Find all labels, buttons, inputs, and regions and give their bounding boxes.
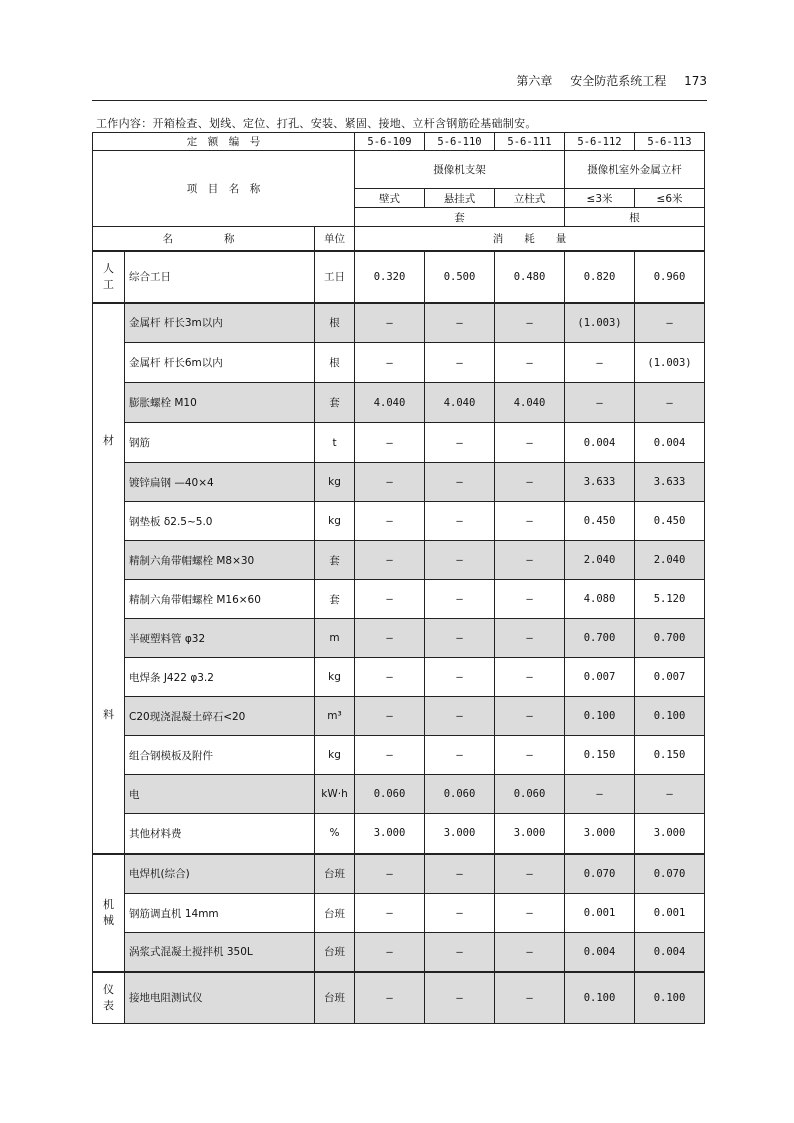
item-name: C20现浇混凝土碎石<20 [125,697,315,736]
value-cell: — [355,343,425,383]
col-unit-label: 单位 [315,227,355,251]
table-row [93,383,705,423]
value-cell: — [495,658,565,697]
value-cell: 3.633 [635,463,705,502]
value-cell: — [425,697,495,736]
item-name: 金属杆 杆长3m以内 [125,303,315,343]
value-cell: — [425,854,495,894]
value-cell: — [495,619,565,658]
value-cell: 0.070 [635,854,705,894]
header-rule [92,100,707,101]
value-cell: — [355,736,425,775]
item-unit: 台班 [315,894,355,933]
code-cell: 5-6-109 [355,133,425,151]
value-cell: 4.040 [425,383,495,423]
group-pole-label [565,151,705,189]
col-consume-label: 消 耗 量 [355,227,705,251]
item-name: 组合钢模板及附件 [125,736,315,775]
value-cell: — [425,502,495,541]
value-cell: 0.004 [635,933,705,972]
table-row [93,775,705,814]
value-cell: 0.100 [635,972,705,1024]
value-cell: — [495,541,565,580]
item-name: 钢筋调直机 14mm [125,894,315,933]
category-cell [93,303,125,854]
item-name: 钢垫板 δ2.5~5.0 [125,502,315,541]
value-cell: — [355,463,425,502]
value-cell: 0.480 [495,251,565,303]
value-cell: 0.960 [635,251,705,303]
item-unit: kg [315,463,355,502]
value-cell: 4.040 [495,383,565,423]
value-cell: 0.004 [565,423,635,463]
item-name: 膨胀螺栓 M10 [125,383,315,423]
value-cell: — [355,933,425,972]
cat-material-bottom: 料 [103,707,114,721]
table-row [93,251,705,303]
sub-label: 立柱式 [495,189,565,208]
value-cell: — [355,854,425,894]
value-cell: — [355,541,425,580]
value-cell: — [495,933,565,972]
table-row [93,619,705,658]
value-cell: 0.007 [635,658,705,697]
value-cell: — [355,423,425,463]
value-cell: — [425,343,495,383]
item-name: 精制六角带帽螺栓 M8×30 [125,541,315,580]
sub-label: 悬挂式 [425,189,495,208]
value-cell: 0.150 [565,736,635,775]
unit-set: 套 [355,208,565,227]
value-cell: — [425,736,495,775]
value-cell: 2.040 [635,541,705,580]
category-cell [93,251,125,303]
value-cell: 0.820 [565,251,635,303]
item-unit: kg [315,502,355,541]
value-cell: — [425,933,495,972]
value-cell: 5.120 [635,580,705,619]
item-name: 金属杆 杆长6m以内 [125,343,315,383]
group-row [93,151,705,189]
value-cell: — [355,580,425,619]
value-cell: — [495,972,565,1024]
item-unit: 台班 [315,854,355,894]
value-cell: 0.320 [355,251,425,303]
value-cell: — [425,423,495,463]
category-cell [93,972,125,1024]
value-cell: — [495,343,565,383]
value-cell: 2.040 [565,541,635,580]
item-name: 综合工日 [125,251,315,303]
value-cell: (1.003) [635,343,705,383]
table-row [93,814,705,854]
item-unit: % [315,814,355,854]
value-cell: 3.000 [495,814,565,854]
value-cell: — [495,423,565,463]
value-cell: 3.000 [565,814,635,854]
item-name: 半硬塑料管 φ32 [125,619,315,658]
value-cell: 3.000 [425,814,495,854]
item-unit: 台班 [315,933,355,972]
value-cell: 3.633 [565,463,635,502]
value-cell: — [355,697,425,736]
item-name: 接地电阻测试仪 [125,972,315,1024]
value-cell: 0.450 [565,502,635,541]
code-cell: 5-6-111 [495,133,565,151]
chapter-title: 安全防范系统工程 [570,74,667,88]
sub-label: ≤3米 [565,189,635,208]
table-row [93,736,705,775]
item-unit: t [315,423,355,463]
value-cell: 0.007 [565,658,635,697]
page-header [92,72,707,96]
chapter-label: 第六章 [516,74,553,88]
value-cell: 4.040 [355,383,425,423]
cat-machine-label: 机械 [103,897,114,927]
cat-labor-label: 人工 [103,261,114,291]
item-name: 电焊条 J422 φ3.2 [125,658,315,697]
group-pole-text: 摄像机室外金属立杆 [587,163,682,176]
value-cell: — [355,972,425,1024]
value-cell: 0.150 [635,736,705,775]
quota-table [92,132,705,1024]
item-name: 精制六角带帽螺栓 M16×60 [125,580,315,619]
value-cell: — [425,463,495,502]
sub-label: ≤6米 [635,189,705,208]
table-row [93,541,705,580]
value-cell: — [495,736,565,775]
cat-material-top: 材 [103,434,114,448]
value-cell: — [425,619,495,658]
sub-label: 壁式 [355,189,425,208]
code-row [93,133,705,151]
code-label: 定 额 编 号 [93,133,355,151]
item-name: 镀锌扁钢 —40×4 [125,463,315,502]
code-cell: 5-6-110 [425,133,495,151]
item-unit: kg [315,736,355,775]
item-unit: 根 [315,343,355,383]
value-cell: — [425,658,495,697]
table-row [93,658,705,697]
table-row [93,697,705,736]
table-row [93,343,705,383]
value-cell: 0.100 [565,697,635,736]
page-number: 173 [684,74,707,88]
table-row [93,463,705,502]
value-cell: — [355,658,425,697]
value-cell: 4.080 [565,580,635,619]
value-cell: 0.060 [355,775,425,814]
value-cell: — [425,580,495,619]
unit-root: 根 [565,208,705,227]
cat-instrument-label: 仪表 [103,982,114,1012]
column-header-row [93,227,705,251]
group-bracket-label: 摄像机支架 [355,151,565,189]
work-content: 工作内容：开箱检查、划线、定位、打孔、安装、紧固、接地、立杆含钢筋砼基础制安。 [96,117,537,130]
value-cell: 0.700 [635,619,705,658]
value-cell: — [495,463,565,502]
item-name: 涡浆式混凝土搅拌机 350L [125,933,315,972]
value-cell: 0.100 [565,972,635,1024]
value-cell: 0.004 [565,933,635,972]
item-name: 电焊机(综合) [125,854,315,894]
value-cell: — [495,580,565,619]
item-name-label: 项 目 名 称 [93,151,355,227]
value-cell: — [355,894,425,933]
value-cell: — [565,383,635,423]
item-unit: kg [315,658,355,697]
item-unit: 工日 [315,251,355,303]
value-cell: 0.070 [565,854,635,894]
value-cell: 0.100 [635,697,705,736]
value-cell: — [635,383,705,423]
item-name: 电 [125,775,315,814]
value-cell: 0.450 [635,502,705,541]
value-cell: — [425,541,495,580]
value-cell: — [635,775,705,814]
table-row [93,303,705,343]
value-cell: (1.003) [565,303,635,343]
value-cell: — [495,502,565,541]
table-row [93,854,705,894]
value-cell: 0.700 [565,619,635,658]
value-cell: — [495,697,565,736]
value-cell: — [495,854,565,894]
table-row [93,580,705,619]
item-unit: 套 [315,541,355,580]
item-unit: kW·h [315,775,355,814]
item-name: 其他材料费 [125,814,315,854]
value-cell: 0.004 [635,423,705,463]
code-cell: 5-6-113 [635,133,705,151]
item-unit: 台班 [315,972,355,1024]
value-cell: — [495,303,565,343]
item-unit: 根 [315,303,355,343]
table-row [93,502,705,541]
table-row [93,894,705,933]
category-cell [93,854,125,972]
value-cell: — [355,502,425,541]
item-unit: m [315,619,355,658]
value-cell: 0.001 [635,894,705,933]
value-cell: — [495,894,565,933]
item-unit: 套 [315,383,355,423]
value-cell: 3.000 [355,814,425,854]
col-name-label: 名 称 [93,227,315,251]
value-cell: 3.000 [635,814,705,854]
value-cell: — [425,303,495,343]
table-row [93,423,705,463]
value-cell: 0.500 [425,251,495,303]
value-cell: — [425,972,495,1024]
table-row [93,933,705,972]
value-cell: — [565,775,635,814]
value-cell: — [355,619,425,658]
value-cell: 0.001 [565,894,635,933]
item-unit: m³ [315,697,355,736]
item-unit: 套 [315,580,355,619]
value-cell: 0.060 [495,775,565,814]
table-row [93,972,705,1024]
value-cell: — [565,343,635,383]
value-cell: 0.060 [425,775,495,814]
value-cell: — [355,303,425,343]
value-cell: — [425,894,495,933]
item-name: 钢筋 [125,423,315,463]
code-cell: 5-6-112 [565,133,635,151]
value-cell: — [635,303,705,343]
